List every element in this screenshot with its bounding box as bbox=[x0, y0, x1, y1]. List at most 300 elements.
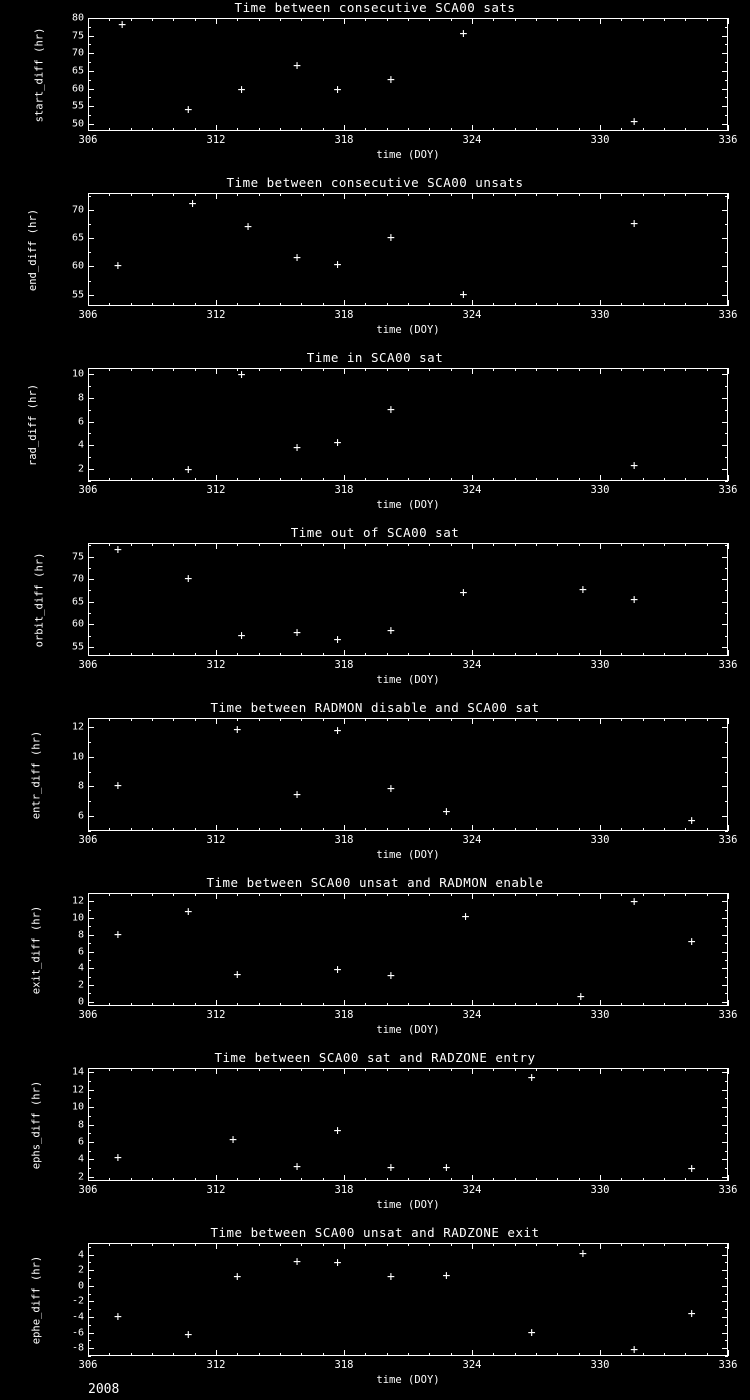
y-minor-tick bbox=[725, 281, 728, 282]
x-minor-tick bbox=[728, 303, 729, 306]
x-minor-tick bbox=[536, 1243, 537, 1246]
chart-panel bbox=[0, 175, 750, 350]
x-minor-tick bbox=[173, 1068, 174, 1071]
x-minor-tick bbox=[408, 543, 409, 546]
x-minor-tick bbox=[685, 18, 686, 21]
x-minor-tick bbox=[387, 718, 388, 721]
x-minor-tick bbox=[621, 828, 622, 831]
x-minor-tick bbox=[515, 1178, 516, 1181]
y-tick-label: 6 bbox=[77, 416, 84, 428]
x-minor-tick bbox=[131, 1068, 132, 1071]
x-tick-label: 324 bbox=[462, 834, 482, 846]
chart-title: Time between RADMON disable and SCA00 sat bbox=[210, 700, 540, 715]
x-minor-tick bbox=[685, 893, 686, 896]
x-minor-tick bbox=[536, 1003, 537, 1006]
x-minor-tick bbox=[365, 543, 366, 546]
y-minor-tick bbox=[88, 935, 91, 936]
y-tick-label: 60 bbox=[71, 260, 84, 272]
x-minor-tick bbox=[621, 1178, 622, 1181]
x-minor-tick bbox=[365, 1178, 366, 1181]
y-minor-tick bbox=[725, 1294, 728, 1295]
x-tick-label: 306 bbox=[78, 1009, 98, 1021]
y-minor-tick bbox=[725, 1340, 728, 1341]
x-minor-tick bbox=[579, 828, 580, 831]
y-minor-tick bbox=[88, 742, 91, 743]
x-tick-label: 306 bbox=[78, 659, 98, 671]
y-tick-label: -6 bbox=[71, 1327, 84, 1339]
x-minor-tick bbox=[685, 128, 686, 131]
x-minor-tick bbox=[408, 653, 409, 656]
y-minor-tick bbox=[88, 636, 91, 637]
x-minor-tick bbox=[707, 1243, 708, 1246]
y-minor-tick bbox=[88, 445, 91, 446]
y-minor-tick bbox=[88, 613, 91, 614]
x-axis-label: time (DOY) bbox=[376, 1199, 440, 1211]
x-tick-label: 312 bbox=[206, 1184, 226, 1196]
data-point bbox=[334, 964, 342, 977]
y-tick-label: 4 bbox=[77, 439, 84, 451]
x-minor-tick bbox=[131, 303, 132, 306]
y-minor-tick bbox=[725, 481, 728, 482]
y-tick-label: -2 bbox=[71, 1295, 84, 1307]
x-minor-tick bbox=[621, 718, 622, 721]
x-minor-tick bbox=[173, 18, 174, 21]
x-minor-tick bbox=[557, 128, 558, 131]
x-minor-tick bbox=[643, 478, 644, 481]
y-minor-tick bbox=[725, 80, 728, 81]
y-tick-label: 80 bbox=[71, 12, 84, 24]
x-minor-tick bbox=[621, 368, 622, 371]
data-point bbox=[334, 634, 342, 647]
x-minor-tick bbox=[451, 303, 452, 306]
y-tick-label: 10 bbox=[71, 368, 84, 380]
x-minor-tick bbox=[472, 478, 473, 481]
x-minor-tick bbox=[323, 193, 324, 196]
x-minor-tick bbox=[131, 543, 132, 546]
x-minor-tick bbox=[408, 1353, 409, 1356]
y-minor-tick bbox=[88, 786, 91, 787]
x-minor-tick bbox=[728, 193, 729, 196]
x-minor-tick bbox=[429, 653, 430, 656]
y-minor-tick bbox=[725, 831, 728, 832]
x-minor-tick bbox=[301, 368, 302, 371]
x-minor-tick bbox=[109, 368, 110, 371]
y-minor-tick bbox=[88, 943, 91, 944]
x-minor-tick bbox=[280, 18, 281, 21]
x-minor-tick bbox=[579, 653, 580, 656]
x-minor-tick bbox=[109, 893, 110, 896]
y-minor-tick bbox=[725, 457, 728, 458]
y-tick-label: 70 bbox=[71, 204, 84, 216]
x-minor-tick bbox=[728, 1003, 729, 1006]
y-axis-label: exit_diff (hr) bbox=[30, 905, 43, 994]
y-minor-tick bbox=[725, 1356, 728, 1357]
x-minor-tick bbox=[152, 828, 153, 831]
x-minor-tick bbox=[536, 193, 537, 196]
data-point bbox=[577, 990, 585, 1003]
y-minor-tick bbox=[725, 1151, 728, 1152]
x-axis-label: time (DOY) bbox=[376, 499, 440, 511]
x-minor-tick bbox=[685, 1178, 686, 1181]
x-minor-tick bbox=[408, 1243, 409, 1246]
y-minor-tick bbox=[88, 224, 91, 225]
x-tick-label: 312 bbox=[206, 1359, 226, 1371]
y-minor-tick bbox=[725, 27, 728, 28]
x-minor-tick bbox=[280, 1003, 281, 1006]
x-minor-tick bbox=[515, 193, 516, 196]
x-minor-tick bbox=[237, 1178, 238, 1181]
y-minor-tick bbox=[725, 1133, 728, 1134]
y-minor-tick bbox=[725, 266, 728, 267]
x-minor-tick bbox=[557, 368, 558, 371]
x-minor-tick bbox=[728, 893, 729, 896]
x-minor-tick bbox=[152, 1003, 153, 1006]
x-minor-tick bbox=[664, 18, 665, 21]
x-minor-tick bbox=[536, 653, 537, 656]
x-tick-label: 306 bbox=[78, 484, 98, 496]
x-minor-tick bbox=[301, 193, 302, 196]
x-minor-tick bbox=[237, 18, 238, 21]
y-minor-tick bbox=[88, 590, 91, 591]
x-minor-tick bbox=[259, 303, 260, 306]
x-minor-tick bbox=[88, 128, 89, 131]
x-minor-tick bbox=[280, 653, 281, 656]
x-minor-tick bbox=[131, 1243, 132, 1246]
x-minor-tick bbox=[323, 1178, 324, 1181]
x-minor-tick bbox=[301, 1243, 302, 1246]
x-minor-tick bbox=[323, 18, 324, 21]
x-minor-tick bbox=[707, 303, 708, 306]
x-minor-tick bbox=[216, 718, 217, 721]
x-minor-tick bbox=[493, 478, 494, 481]
x-minor-tick bbox=[707, 1353, 708, 1356]
x-axis-label: time (DOY) bbox=[376, 324, 440, 336]
x-minor-tick bbox=[387, 828, 388, 831]
y-tick-label: 12 bbox=[71, 895, 84, 907]
x-minor-tick bbox=[131, 718, 132, 721]
x-minor-tick bbox=[195, 653, 196, 656]
y-minor-tick bbox=[725, 772, 728, 773]
y-minor-tick bbox=[88, 1294, 91, 1295]
chart-panel bbox=[0, 1050, 750, 1225]
chart-panel bbox=[0, 350, 750, 525]
y-minor-tick bbox=[88, 71, 91, 72]
x-minor-tick bbox=[515, 1068, 516, 1071]
x-minor-tick bbox=[387, 368, 388, 371]
x-minor-tick bbox=[131, 893, 132, 896]
y-axis-label: orbit_diff (hr) bbox=[33, 552, 46, 647]
x-minor-tick bbox=[323, 128, 324, 131]
plot-area bbox=[0, 1225, 750, 1400]
x-minor-tick bbox=[451, 653, 452, 656]
y-axis-label: ephs_diff (hr) bbox=[30, 1080, 43, 1169]
y-minor-tick bbox=[725, 1270, 728, 1271]
x-minor-tick bbox=[344, 193, 345, 196]
y-minor-tick bbox=[725, 960, 728, 961]
data-point bbox=[334, 436, 342, 449]
x-minor-tick bbox=[707, 128, 708, 131]
data-point bbox=[460, 288, 468, 301]
x-minor-tick bbox=[643, 1068, 644, 1071]
x-minor-tick bbox=[451, 1243, 452, 1246]
x-minor-tick bbox=[451, 1178, 452, 1181]
y-minor-tick bbox=[88, 457, 91, 458]
x-minor-tick bbox=[621, 478, 622, 481]
x-minor-tick bbox=[728, 1243, 729, 1246]
y-tick-label: 65 bbox=[71, 232, 84, 244]
x-minor-tick bbox=[301, 893, 302, 896]
y-minor-tick bbox=[725, 816, 728, 817]
x-minor-tick bbox=[451, 1003, 452, 1006]
x-tick-label: 336 bbox=[718, 484, 738, 496]
y-axis-label: end_diff (hr) bbox=[27, 208, 40, 291]
y-minor-tick bbox=[88, 772, 91, 773]
x-minor-tick bbox=[515, 1243, 516, 1246]
x-minor-tick bbox=[536, 543, 537, 546]
x-minor-tick bbox=[664, 1068, 665, 1071]
x-minor-tick bbox=[685, 478, 686, 481]
x-minor-tick bbox=[579, 543, 580, 546]
x-minor-tick bbox=[408, 193, 409, 196]
x-minor-tick bbox=[621, 1068, 622, 1071]
x-minor-tick bbox=[216, 193, 217, 196]
chart-title: Time in SCA00 sat bbox=[306, 350, 444, 365]
x-minor-tick bbox=[259, 653, 260, 656]
x-minor-tick bbox=[493, 128, 494, 131]
x-minor-tick bbox=[451, 718, 452, 721]
data-point bbox=[688, 1162, 696, 1175]
x-minor-tick bbox=[643, 193, 644, 196]
x-minor-tick bbox=[301, 1353, 302, 1356]
x-tick-label: 318 bbox=[334, 1184, 354, 1196]
x-minor-tick bbox=[579, 18, 580, 21]
y-minor-tick bbox=[725, 757, 728, 758]
x-minor-tick bbox=[344, 653, 345, 656]
y-minor-tick bbox=[725, 1081, 728, 1082]
x-minor-tick bbox=[344, 1178, 345, 1181]
y-minor-tick bbox=[725, 590, 728, 591]
y-minor-tick bbox=[725, 1333, 728, 1334]
x-minor-tick bbox=[664, 828, 665, 831]
x-minor-tick bbox=[109, 718, 110, 721]
x-minor-tick bbox=[557, 193, 558, 196]
x-minor-tick bbox=[429, 543, 430, 546]
y-minor-tick bbox=[725, 742, 728, 743]
y-minor-tick bbox=[88, 1159, 91, 1160]
x-minor-tick bbox=[579, 718, 580, 721]
x-minor-tick bbox=[472, 128, 473, 131]
data-point bbox=[233, 723, 241, 736]
x-minor-tick bbox=[301, 828, 302, 831]
y-minor-tick bbox=[725, 636, 728, 637]
x-minor-tick bbox=[621, 653, 622, 656]
x-minor-tick bbox=[195, 1068, 196, 1071]
y-tick-label: 55 bbox=[71, 100, 84, 112]
data-point bbox=[184, 464, 192, 477]
x-minor-tick bbox=[365, 193, 366, 196]
x-minor-tick bbox=[579, 1178, 580, 1181]
x-minor-tick bbox=[173, 718, 174, 721]
x-minor-tick bbox=[88, 893, 89, 896]
x-minor-tick bbox=[365, 1068, 366, 1071]
x-minor-tick bbox=[493, 1068, 494, 1071]
x-minor-tick bbox=[323, 543, 324, 546]
y-tick-label: 8 bbox=[77, 780, 84, 792]
x-minor-tick bbox=[152, 193, 153, 196]
plot-area bbox=[0, 175, 750, 350]
y-minor-tick bbox=[88, 926, 91, 927]
x-minor-tick bbox=[280, 1243, 281, 1246]
x-minor-tick bbox=[216, 128, 217, 131]
y-tick-label: 12 bbox=[71, 1084, 84, 1096]
y-minor-tick bbox=[88, 1356, 91, 1357]
x-minor-tick bbox=[280, 303, 281, 306]
x-minor-tick bbox=[237, 893, 238, 896]
y-minor-tick bbox=[88, 1107, 91, 1108]
x-minor-tick bbox=[643, 828, 644, 831]
x-minor-tick bbox=[621, 543, 622, 546]
x-minor-tick bbox=[728, 1178, 729, 1181]
x-minor-tick bbox=[600, 368, 601, 371]
x-minor-tick bbox=[88, 543, 89, 546]
x-minor-tick bbox=[728, 368, 729, 371]
y-minor-tick bbox=[725, 602, 728, 603]
x-minor-tick bbox=[387, 478, 388, 481]
x-minor-tick bbox=[131, 653, 132, 656]
x-minor-tick bbox=[408, 368, 409, 371]
x-minor-tick bbox=[152, 303, 153, 306]
y-minor-tick bbox=[88, 1255, 91, 1256]
y-minor-tick bbox=[88, 901, 91, 902]
x-minor-tick bbox=[301, 303, 302, 306]
x-tick-label: 318 bbox=[334, 834, 354, 846]
y-minor-tick bbox=[725, 647, 728, 648]
x-minor-tick bbox=[280, 478, 281, 481]
x-minor-tick bbox=[579, 1353, 580, 1356]
x-minor-tick bbox=[451, 478, 452, 481]
x-minor-tick bbox=[131, 1353, 132, 1356]
y-tick-label: 12 bbox=[71, 721, 84, 733]
y-minor-tick bbox=[725, 1098, 728, 1099]
x-minor-tick bbox=[557, 1178, 558, 1181]
x-minor-tick bbox=[515, 368, 516, 371]
x-minor-tick bbox=[195, 368, 196, 371]
y-minor-tick bbox=[88, 1081, 91, 1082]
y-minor-tick bbox=[88, 1151, 91, 1152]
y-tick-label: 4 bbox=[77, 1249, 84, 1261]
x-minor-tick bbox=[365, 1353, 366, 1356]
y-minor-tick bbox=[88, 106, 91, 107]
y-minor-tick bbox=[725, 1301, 728, 1302]
y-minor-tick bbox=[88, 647, 91, 648]
y-minor-tick bbox=[725, 1309, 728, 1310]
x-minor-tick bbox=[237, 193, 238, 196]
y-minor-tick bbox=[88, 1168, 91, 1169]
y-minor-tick bbox=[88, 80, 91, 81]
x-minor-tick bbox=[323, 368, 324, 371]
x-minor-tick bbox=[536, 718, 537, 721]
y-minor-tick bbox=[88, 1317, 91, 1318]
x-minor-tick bbox=[536, 368, 537, 371]
y-minor-tick bbox=[725, 1317, 728, 1318]
data-point bbox=[233, 969, 241, 982]
data-point bbox=[630, 218, 638, 231]
x-minor-tick bbox=[664, 1243, 665, 1246]
x-minor-tick bbox=[600, 1178, 601, 1181]
data-point bbox=[579, 584, 587, 597]
x-minor-tick bbox=[216, 1353, 217, 1356]
y-tick-label: 55 bbox=[71, 641, 84, 653]
x-minor-tick bbox=[323, 1243, 324, 1246]
x-minor-tick bbox=[429, 893, 430, 896]
x-minor-tick bbox=[109, 1003, 110, 1006]
x-tick-label: 336 bbox=[718, 834, 738, 846]
x-minor-tick bbox=[493, 1353, 494, 1356]
x-minor-tick bbox=[173, 478, 174, 481]
x-minor-tick bbox=[237, 478, 238, 481]
x-minor-tick bbox=[600, 543, 601, 546]
x-minor-tick bbox=[728, 1353, 729, 1356]
x-minor-tick bbox=[173, 128, 174, 131]
x-minor-tick bbox=[280, 1178, 281, 1181]
x-minor-tick bbox=[579, 303, 580, 306]
data-point bbox=[688, 814, 696, 827]
x-minor-tick bbox=[131, 478, 132, 481]
data-point bbox=[238, 84, 246, 97]
x-minor-tick bbox=[131, 828, 132, 831]
x-minor-tick bbox=[429, 828, 430, 831]
y-minor-tick bbox=[88, 727, 91, 728]
y-tick-label: 6 bbox=[77, 1136, 84, 1148]
data-point bbox=[184, 906, 192, 919]
x-minor-tick bbox=[685, 543, 686, 546]
data-point bbox=[462, 911, 470, 924]
y-tick-label: -4 bbox=[71, 1311, 84, 1323]
x-minor-tick bbox=[152, 1243, 153, 1246]
x-minor-tick bbox=[664, 193, 665, 196]
x-tick-label: 330 bbox=[590, 1359, 610, 1371]
y-minor-tick bbox=[725, 1325, 728, 1326]
x-minor-tick bbox=[216, 893, 217, 896]
x-minor-tick bbox=[451, 543, 452, 546]
x-minor-tick bbox=[88, 1243, 89, 1246]
x-minor-tick bbox=[323, 303, 324, 306]
y-minor-tick bbox=[88, 422, 91, 423]
chart-title: Time between SCA00 sat and RADZONE entry bbox=[214, 1050, 536, 1065]
x-minor-tick bbox=[408, 718, 409, 721]
x-minor-tick bbox=[685, 1353, 686, 1356]
x-minor-tick bbox=[579, 193, 580, 196]
x-minor-tick bbox=[323, 478, 324, 481]
x-minor-tick bbox=[301, 18, 302, 21]
x-minor-tick bbox=[472, 1243, 473, 1246]
y-tick-label: 8 bbox=[77, 1119, 84, 1130]
data-point bbox=[293, 627, 301, 640]
data-point bbox=[293, 59, 301, 72]
x-minor-tick bbox=[685, 1243, 686, 1246]
y-minor-tick bbox=[725, 918, 728, 919]
x-minor-tick bbox=[451, 1068, 452, 1071]
x-minor-tick bbox=[579, 128, 580, 131]
x-minor-tick bbox=[664, 718, 665, 721]
x-minor-tick bbox=[493, 368, 494, 371]
x-minor-tick bbox=[173, 543, 174, 546]
x-axis-label: time (DOY) bbox=[376, 1374, 440, 1386]
x-minor-tick bbox=[707, 368, 708, 371]
x-minor-tick bbox=[323, 828, 324, 831]
y-minor-tick bbox=[725, 252, 728, 253]
data-point bbox=[114, 1152, 122, 1165]
